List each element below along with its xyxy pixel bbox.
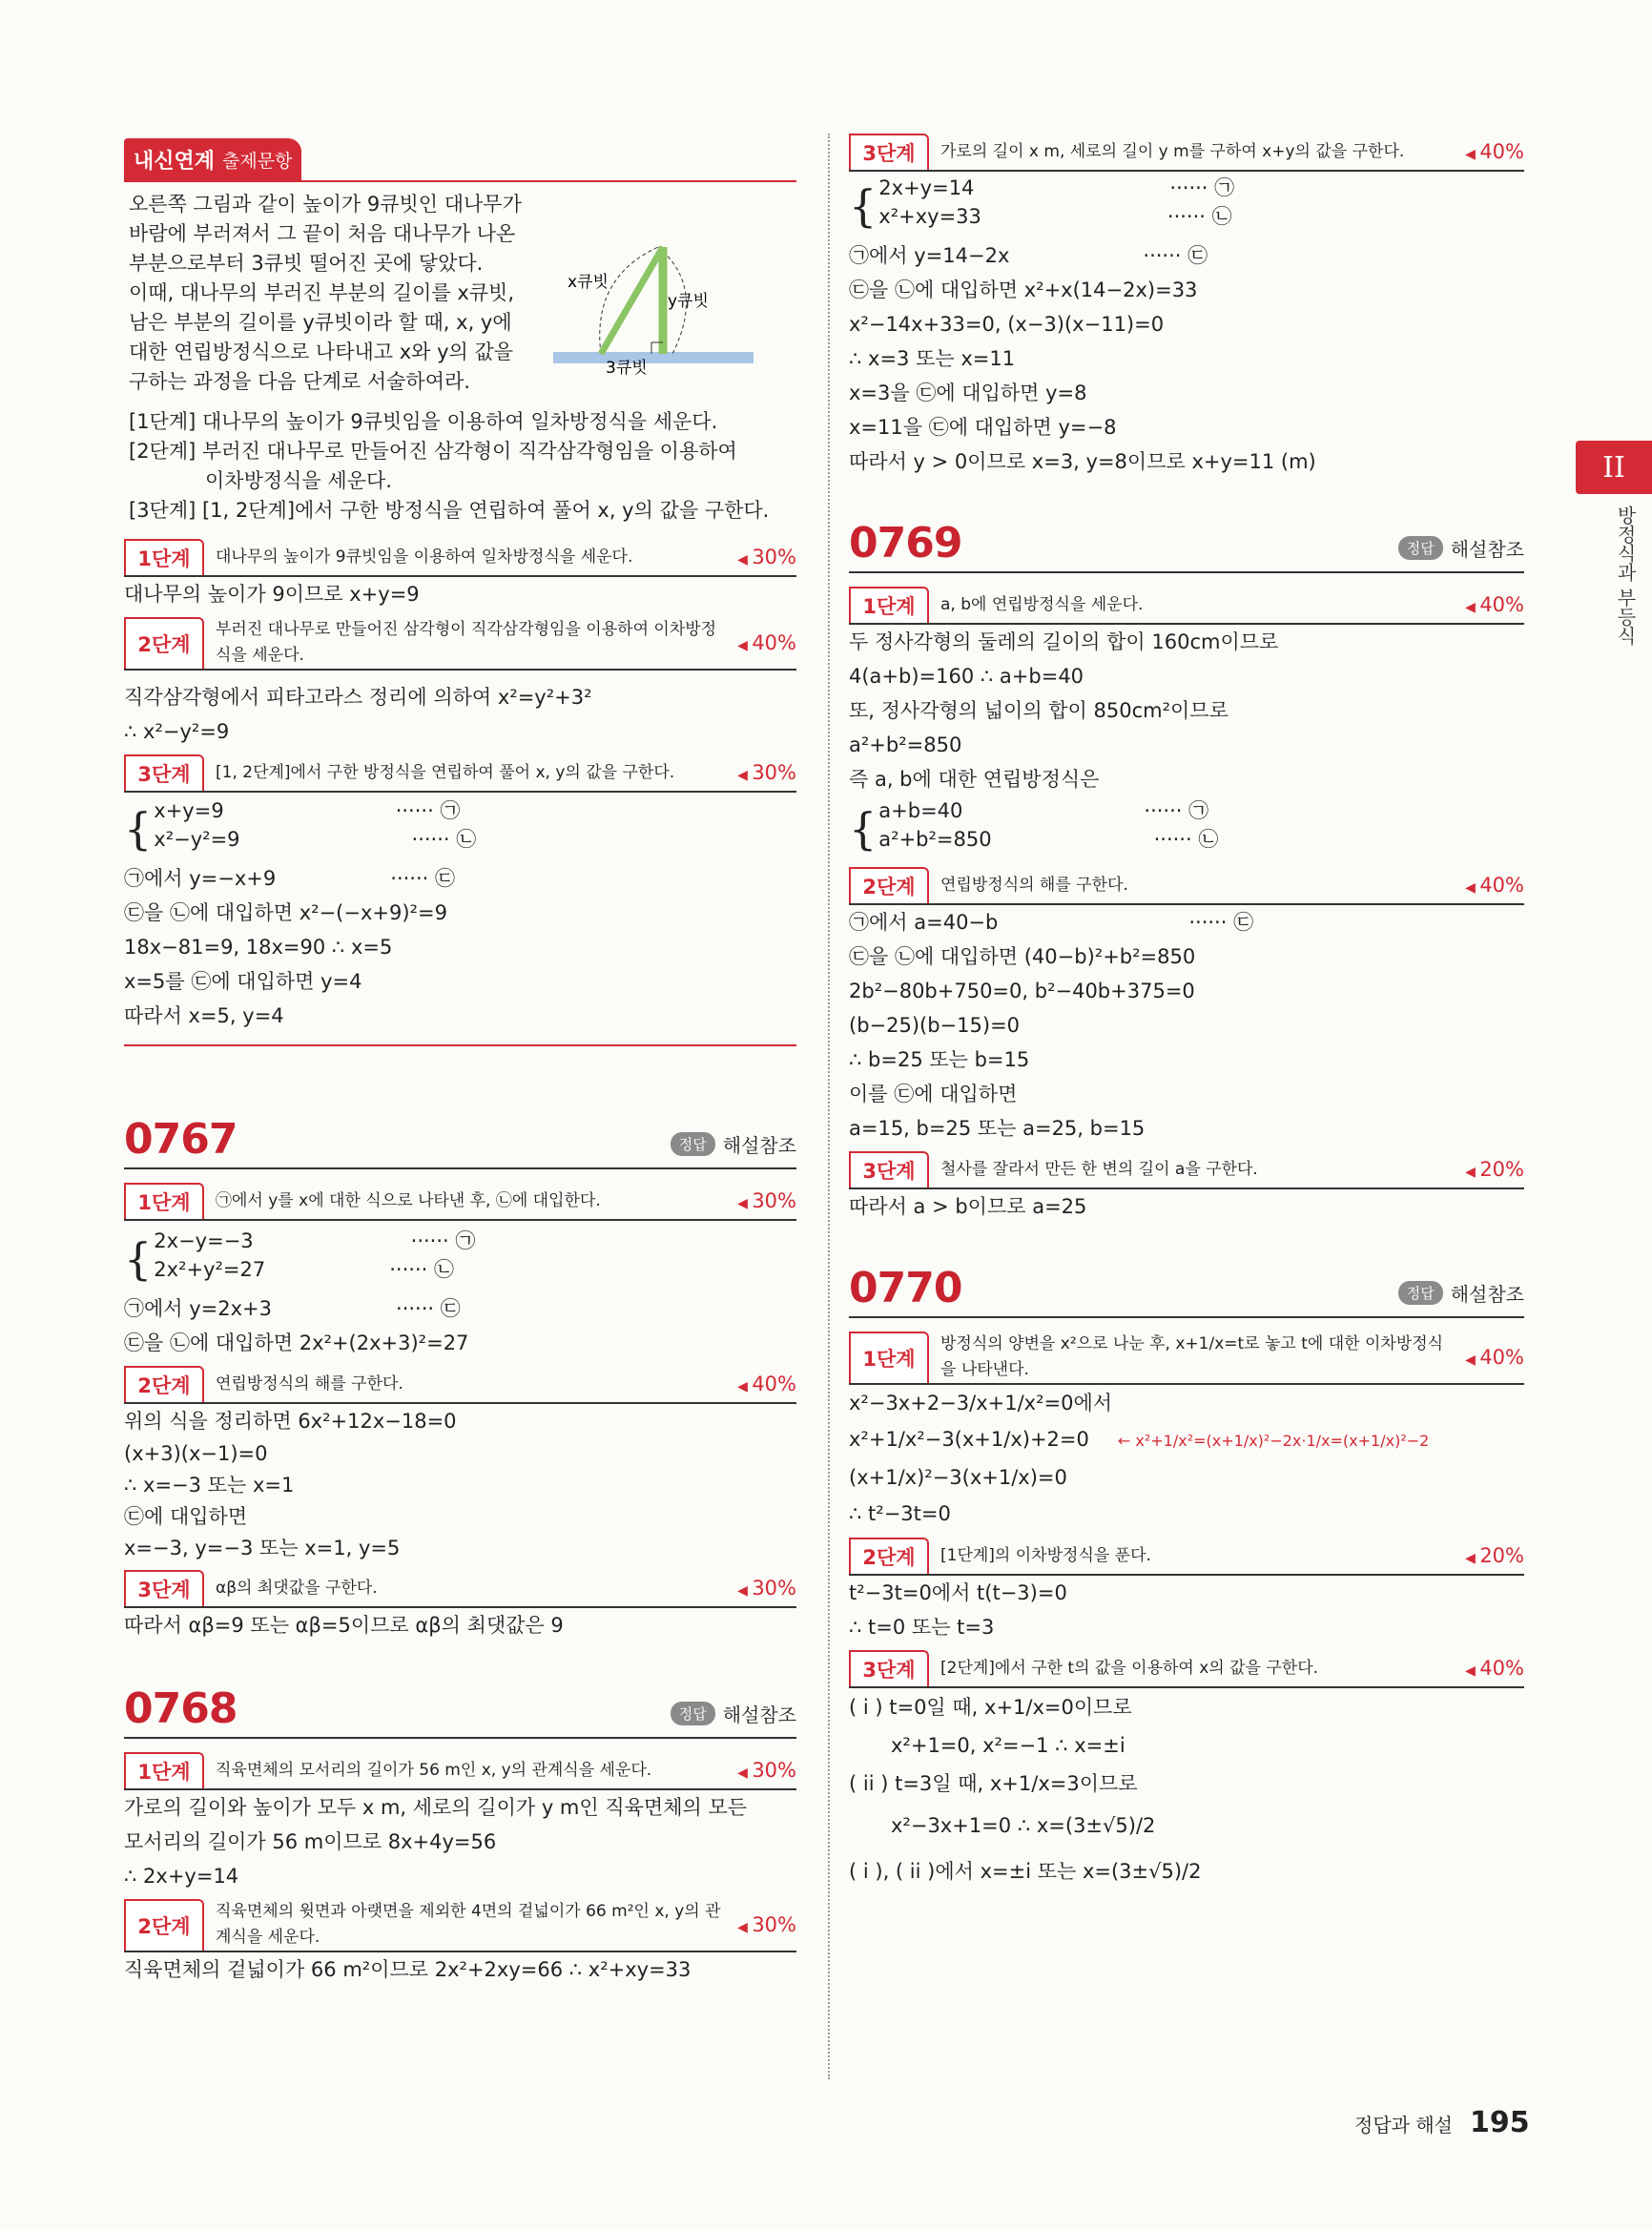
solution-line: 직육면체의 겉넓이가 66 m²이므로 2x²+2xy=66 ∴ x²+xy=33 <box>124 1958 692 1981</box>
eq-mark: ······ ㉢ <box>1188 911 1254 934</box>
system-rows <box>154 796 476 861</box>
eq-mark: ······ ㉡ <box>1167 205 1232 228</box>
solution-line: x²−3x+1=0 ∴ x=(3±√5)/2 <box>891 1814 1156 1837</box>
step-percent: ◀ 40% <box>730 1373 796 1395</box>
eq-mark: ······ ㉠ <box>1169 176 1235 199</box>
problem-steps <box>124 407 796 526</box>
equation-system <box>124 796 796 861</box>
step-percent: ◀ 30% <box>730 1577 796 1600</box>
chapter-roman: II <box>1602 450 1625 485</box>
solution-line: a²+b²=850 <box>849 733 962 756</box>
solution-line: ( ii ) t=3일 때, x+1/x=3이므로 <box>849 1772 1138 1795</box>
step-percent: ◀ 40% <box>1457 140 1524 163</box>
exam-link-badge <box>124 138 301 180</box>
problem-step-line: 이차방정식을 세운다. <box>205 469 392 492</box>
right-column <box>849 134 1524 1894</box>
answer-badge: 정답 <box>1398 1281 1443 1305</box>
solution-line: ㉢을 ㉡에 대입하면 x²−(−x+9)²=9 <box>124 901 447 924</box>
problem-text <box>129 190 539 397</box>
solution-line: x=11을 ㉢에 대입하면 y=−8 <box>849 416 1117 439</box>
system-equation: x+y=9 <box>154 799 224 822</box>
step-2-header <box>124 1366 796 1404</box>
label-base: 3큐빗 <box>606 359 648 378</box>
answer-ref <box>1398 1279 1524 1312</box>
ground-strip <box>553 352 754 363</box>
step-2-header <box>849 1538 1524 1576</box>
step-tag: 3단계 <box>849 1151 929 1187</box>
step-2-header <box>124 617 796 671</box>
solution-line: ㉢을 ㉡에 대입하면 x²+x(14−2x)=33 <box>849 279 1198 301</box>
step-tag: 1단계 <box>124 1752 204 1788</box>
step-percent: ◀ 30% <box>730 761 796 784</box>
step-percent: ◀ 40% <box>1457 1657 1524 1680</box>
step-tag: 2단계 <box>124 1366 204 1402</box>
eq-mark: ······ ㉠ <box>410 1229 476 1252</box>
answer-text: 해설참조 <box>722 1703 796 1726</box>
step-percent: ◀ 20% <box>1457 1544 1524 1567</box>
step-percent: ◀ 30% <box>730 1913 796 1936</box>
step-1-header <box>124 1183 796 1221</box>
step-desc: a, b에 연립방정식을 세운다. <box>940 594 1144 614</box>
step-3-header <box>849 134 1524 172</box>
step-3-header <box>849 1650 1524 1688</box>
solution-line: x=3을 ㉢에 대입하면 y=8 <box>849 382 1087 404</box>
step-tag: 1단계 <box>849 1332 929 1383</box>
solution-line: ∴ x=3 또는 x=11 <box>849 347 1016 370</box>
system-equation: 2x²+y²=27 <box>154 1258 266 1281</box>
eq-mark: ······ ㉠ <box>1144 799 1209 822</box>
step-tag: 1단계 <box>124 1183 204 1219</box>
step-desc: 연립방정식의 해를 구한다. <box>216 1373 403 1394</box>
step-desc: αβ의 최댓값을 구한다. <box>216 1578 378 1598</box>
step-desc: 철사를 잘라서 만든 한 변의 길이 a을 구한다. <box>940 1159 1258 1179</box>
step-1-header <box>849 1332 1524 1385</box>
solution-line: x²−3x+2−3/x+1/x²=0에서 <box>849 1392 1113 1414</box>
eq-mark: ······ ㉠ <box>395 799 461 822</box>
eq-mark: ······ ㉡ <box>411 828 477 851</box>
step-tag: 3단계 <box>124 1570 204 1606</box>
solution-line: 따라서 αβ=9 또는 αβ=5이므로 αβ의 최댓값은 9 <box>124 1614 564 1637</box>
answer-ref <box>1398 534 1524 568</box>
solution-line: x²+1/x²−3(x+1/x)+2=0 <box>849 1428 1089 1451</box>
solution-line: 대나무의 높이가 9이므로 x+y=9 <box>124 583 420 606</box>
problem-number: 0769 <box>849 519 962 568</box>
step-desc: 부러진 대나무로 만들어진 삼각형이 직각삼각형임을 이용하여 이차방정식을 세운다. <box>216 620 717 665</box>
step-desc: 직육면체의 모서리의 길이가 56 m인 x, y의 관계식을 세운다. <box>216 1760 652 1780</box>
badge-sublabel: 출제문항 <box>222 150 293 172</box>
answer-ref <box>671 1700 796 1733</box>
problem-0770-header <box>849 1264 1524 1318</box>
solution-line: 따라서 a > b이므로 a=25 <box>849 1195 1087 1218</box>
solution-line: (x+1/x)²−3(x+1/x)=0 <box>849 1466 1067 1489</box>
step-1-header <box>849 587 1524 625</box>
eq-mark: ······ ㉡ <box>389 1258 454 1281</box>
solution-line: ㉢을 ㉡에 대입하면 2x²+(2x+3)²=27 <box>124 1332 469 1354</box>
step-percent: ◀ 40% <box>730 631 796 654</box>
solution-line: 두 정사각형의 둘레의 길이의 합이 160cm이므로 <box>849 630 1279 653</box>
step-tag: 3단계 <box>124 754 204 791</box>
problem-number: 0767 <box>124 1115 237 1164</box>
solution-line: 가로의 길이와 높이가 모두 x m, 세로의 길이가 y m인 직육면체의 모든 <box>124 1796 748 1819</box>
step-tag: 3단계 <box>849 1650 929 1686</box>
step-desc: 직육면체의 윗면과 아랫면을 제외한 4면의 겉넓이가 66 m²인 x, y의 관계식을 세운다. <box>216 1902 721 1947</box>
problem-line: 이때, 대나무의 부러진 부분의 길이를 x큐빗, <box>129 281 515 304</box>
solution-line: a=15, b=25 또는 a=25, b=15 <box>849 1117 1146 1140</box>
label-x: x큐빗 <box>568 273 609 292</box>
solution-line: (b−25)(b−15)=0 <box>849 1014 1021 1037</box>
solution-line: 따라서 y > 0이므로 x=3, y=8이므로 x+y=11 (m) <box>849 450 1316 473</box>
problem-0769-header <box>849 519 1524 573</box>
step-desc: 방정식의 양변을 x²으로 나눈 후, x+1/x=t로 놓고 t에 대한 이차방정식을 나타낸다. <box>940 1334 1444 1379</box>
step-tag: 3단계 <box>849 134 929 170</box>
step-tag: 1단계 <box>124 539 204 575</box>
system-equation: 2x+y=14 <box>878 176 975 199</box>
brace: { <box>124 1233 153 1285</box>
solution-line: 또, 정사각형의 넓이의 합이 850cm²이므로 <box>849 699 1229 722</box>
step-desc: [2단계]에서 구한 t의 값을 이용하여 x의 값을 구한다. <box>940 1658 1319 1678</box>
step-desc: 가로의 길이 x m, 세로의 길이 y m를 구하여 x+y의 값을 구한다. <box>940 141 1405 161</box>
step-tag: 1단계 <box>849 587 929 623</box>
step-tag: 2단계 <box>849 1538 929 1574</box>
solution-line: ㉠에서 y=14−2x <box>849 244 1010 267</box>
step-tag: 2단계 <box>124 617 204 669</box>
step-1-header <box>124 1752 796 1790</box>
solution-line: ( i ) t=0일 때, x+1/x=0이므로 <box>849 1696 1132 1719</box>
solution-line: 직각삼각형에서 피타고라스 정리에 의하여 x²=y²+3² <box>124 686 592 709</box>
brace: { <box>849 803 878 855</box>
eq-mark: ······ ㉢ <box>390 867 455 890</box>
column-divider <box>828 134 830 2079</box>
answer-text: 해설참조 <box>1450 1283 1524 1306</box>
system-equation: 2x−y=−3 <box>154 1229 254 1252</box>
solution-line: 모서리의 길이가 56 m이므로 8x+4y=56 <box>124 1830 497 1853</box>
step-percent: ◀ 40% <box>1457 874 1524 897</box>
page-number: 195 <box>1469 2106 1530 2139</box>
brace: { <box>849 180 878 232</box>
step-percent: ◀ 40% <box>1457 593 1524 616</box>
problem-line: 바람에 부러져서 그 끝이 처음 대나무가 나온 <box>129 222 516 245</box>
problem-block <box>124 182 796 402</box>
section-end-rule <box>124 1044 796 1046</box>
solution-line: 18x−81=9, 18x=90 ∴ x=5 <box>124 936 393 959</box>
solution-line: ㉠에서 y=2x+3 <box>124 1297 273 1320</box>
eq-mark: ······ ㉡ <box>1153 828 1219 851</box>
equation-system <box>849 796 1524 861</box>
solution-line: ㉠에서 y=−x+9 <box>124 867 277 890</box>
solution-line: ( i ), ( ii )에서 x=±i 또는 x=(3±√5)/2 <box>849 1860 1202 1883</box>
problem-line: 오른쪽 그림과 같이 높이가 9큐빗인 대나무가 <box>129 193 522 216</box>
problem-number: 0768 <box>124 1684 237 1733</box>
eq-mark: ······ ㉢ <box>396 1297 461 1320</box>
solution-line: t²−3t=0에서 t(t−3)=0 <box>849 1581 1067 1604</box>
solution-line: ∴ t=0 또는 t=3 <box>849 1616 995 1639</box>
step-3-header <box>124 1570 796 1608</box>
badge-label: 내신연계 <box>134 149 216 174</box>
step-desc: ㉠에서 y를 x에 대한 식으로 나타낸 후, ㉡에 대입한다. <box>216 1190 601 1210</box>
step-2-header <box>849 867 1524 905</box>
solution-line: 즉 a, b에 대한 연립방정식은 <box>849 768 1100 791</box>
problem-step-line: [1단계] 대나무의 높이가 9큐빗임을 이용하여 일차방정식을 세운다. <box>129 410 718 433</box>
problem-step-line: [3단계] [1, 2단계]에서 구한 방정식을 연립하여 풀어 x, y의 값을 구한다. <box>129 499 770 522</box>
solution-line: x²−14x+33=0, (x−3)(x−11)=0 <box>849 313 1165 336</box>
solution-line: 이를 ㉢에 대입하면 <box>849 1083 1018 1105</box>
solution-line: ㉠에서 a=40−b <box>849 911 999 934</box>
page-footer <box>1354 2106 1530 2139</box>
brace: { <box>124 803 153 855</box>
side-note: ← x²+1/x²=(x+1/x)²−2x·1/x=(x+1/x)²−2 <box>1117 1432 1430 1450</box>
problem-line: 남은 부분의 길이를 y큐빗이라 할 때, x, y에 <box>129 311 512 334</box>
solution-line: ∴ x²−y²=9 <box>124 720 230 743</box>
problem-line: 부분으로부터 3큐빗 떨어진 곳에 닿았다. <box>129 252 484 275</box>
exam-link-header <box>124 138 796 182</box>
solution-line: (x+3)(x−1)=0 <box>124 1442 268 1465</box>
answer-text: 해설참조 <box>722 1134 796 1157</box>
step-3-header <box>849 1151 1524 1189</box>
solution-line: ∴ b=25 또는 b=15 <box>849 1048 1030 1071</box>
problem-number: 0770 <box>849 1264 962 1312</box>
solution-line: x=−3, y=−3 또는 x=1, y=5 <box>124 1537 401 1559</box>
step-percent: ◀ 30% <box>730 1189 796 1212</box>
solution-line: ㉢에 대입하면 <box>124 1505 248 1528</box>
step-desc: [1단계]의 이차방정식을 푼다. <box>940 1545 1151 1565</box>
step-2-header <box>124 1899 796 1952</box>
solution-line: x=5를 ㉢에 대입하면 y=4 <box>124 970 362 993</box>
system-equation: x²−y²=9 <box>154 828 240 851</box>
step-percent: ◀ 30% <box>730 546 796 568</box>
solution-line: 4(a+b)=160 ∴ a+b=40 <box>849 665 1084 688</box>
step-percent: ◀ 30% <box>730 1759 796 1782</box>
label-y: y큐빗 <box>668 292 709 311</box>
solution-line: 위의 식을 정리하면 6x²+12x−18=0 <box>124 1410 457 1433</box>
solution-line: ∴ 2x+y=14 <box>124 1865 239 1888</box>
answer-badge: 정답 <box>1398 536 1443 560</box>
step-tag: 2단계 <box>124 1899 204 1951</box>
step-tag: 2단계 <box>849 867 929 903</box>
problem-0767-header <box>124 1115 796 1169</box>
left-column <box>124 134 796 1987</box>
problem-0768-header <box>124 1684 796 1739</box>
chapter-label: 방정식과 부등식 <box>1614 506 1637 646</box>
step-percent: ◀ 40% <box>1457 1346 1524 1369</box>
system-equation: a+b=40 <box>878 799 963 822</box>
answer-ref <box>671 1130 796 1164</box>
solution-line: 따라서 x=5, y=4 <box>124 1004 284 1027</box>
system-equation: x²+xy=33 <box>878 205 981 228</box>
step-1-header <box>124 539 796 577</box>
solution-line: ∴ x=−3 또는 x=1 <box>124 1474 295 1497</box>
step-desc: 대나무의 높이가 9큐빗임을 이용하여 일차방정식을 세운다. <box>216 547 633 567</box>
solution-line: ㉢을 ㉡에 대입하면 (40−b)²+b²=850 <box>849 945 1196 968</box>
step-percent: ◀ 20% <box>1457 1158 1524 1181</box>
bamboo-figure <box>553 220 782 382</box>
problem-step-line: [2단계] 부러진 대나무로 만들어진 삼각형이 직각삼각형임을 이용하여 <box>129 440 737 463</box>
problem-line: 대한 연립방정식으로 나타내고 x와 y의 값을 <box>129 341 514 363</box>
system-equation: a²+b²=850 <box>878 828 992 851</box>
chapter-tab <box>1576 441 1652 494</box>
footer-label: 정답과 해설 <box>1354 2114 1453 2137</box>
eq-mark: ······ ㉢ <box>1143 244 1208 267</box>
solution-line: x²+1=0, x²=−1 ∴ x=±i <box>891 1734 1125 1757</box>
problem-line: 구하는 과정을 다음 단계로 서술하여라. <box>129 370 470 393</box>
answer-badge: 정답 <box>671 1702 715 1725</box>
answer-badge: 정답 <box>671 1132 715 1156</box>
solution-line: ∴ t²−3t=0 <box>849 1502 951 1525</box>
step-3-header <box>124 754 796 793</box>
step-desc: 연립방정식의 해를 구한다. <box>940 875 1128 895</box>
solution-line: 2b²−80b+750=0, b²−40b+375=0 <box>849 980 1195 1002</box>
step-desc: [1, 2단계]에서 구한 방정식을 연립하여 풀어 x, y의 값을 구한다. <box>216 762 675 782</box>
equation-system <box>124 1227 796 1291</box>
answer-text: 해설참조 <box>1450 538 1524 561</box>
equation-system <box>849 174 1524 238</box>
